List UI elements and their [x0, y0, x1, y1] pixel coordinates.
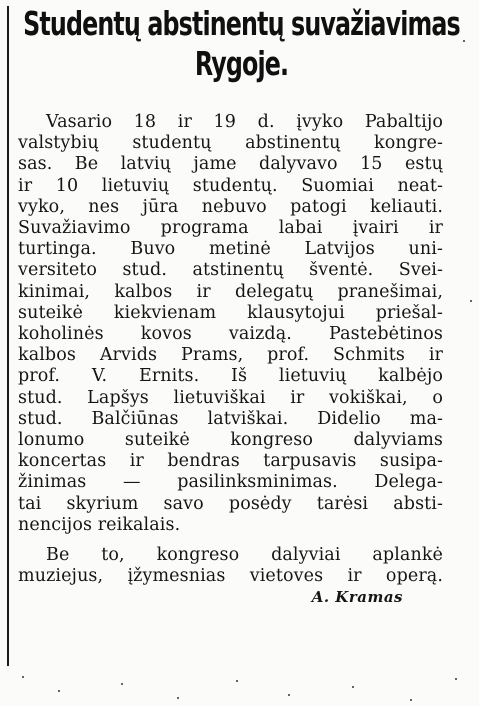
headline-line-1: Studentų abstinentų suvažiavimas — [23, 4, 460, 43]
body-line: vyko, nes jūra nebuvo patogi keliauti. — [18, 196, 443, 217]
body-line: stud. Balčiūnas latviškai. Didelio ma- — [18, 408, 443, 429]
print-speck — [463, 40, 465, 42]
paragraph-1 — [18, 112, 443, 536]
article-body — [18, 112, 443, 609]
body-line: turtinga. Buvo metinė Latvijos uni- — [18, 239, 443, 260]
body-line: Vasario 18 ir 19 d. įvyko Pabaltijo — [46, 112, 443, 132]
print-speck — [470, 300, 472, 302]
column-rule — [7, 6, 9, 666]
print-speck — [288, 694, 290, 696]
body-line: ir 10 lietuvių studentų. Suomiai neat- — [18, 175, 443, 196]
body-line: lonumo suteikė kongreso dalyviams — [18, 430, 443, 451]
print-speck — [22, 676, 24, 678]
paragraph-2 — [18, 545, 443, 587]
print-speck — [410, 699, 412, 701]
body-line: valstybių studentų abstinentų kongre- — [18, 133, 443, 154]
body-line: Suvažiavimo programa labai įvairi ir — [18, 218, 443, 239]
print-speck — [58, 690, 60, 692]
body-line: stud. Lapšys lietuviškai ir vokiškai, o — [18, 387, 443, 408]
body-line: kalbos Arvids Prams, prof. Schmits ir — [18, 345, 443, 366]
print-speck — [177, 697, 179, 699]
print-speck — [352, 686, 354, 688]
article-headline — [23, 4, 460, 84]
print-speck — [121, 683, 123, 685]
body-line: prof. V. Ernits. Iš lietuvių kalbėjo — [18, 366, 443, 387]
print-speck — [455, 678, 457, 680]
print-speck — [236, 680, 238, 682]
body-line: žinimas — pasilinksminimas. Delega- — [18, 472, 443, 493]
author-signature: A. Kramas — [311, 588, 403, 607]
body-line: sas. Be latvių jame dalyvavo 15 estų — [18, 154, 443, 175]
body-line: nencijos reikalais. — [18, 514, 181, 535]
body-line: versiteto stud. atstinentų šventė. Svei- — [18, 260, 443, 281]
body-line: tai skyrium savo posėdy tarėsi absti- — [18, 493, 443, 514]
headline-line-2: Rygoje. — [194, 44, 289, 83]
body-line: koncertas ir bendras tarpusavis susipa- — [18, 451, 443, 472]
body-line: kinimai, kalbos ir delegatų pranešimai, — [18, 281, 443, 302]
body-line: Be to, kongreso dalyviai aplankė — [46, 545, 443, 566]
body-line: muziejus, įžymesnias vietoves ir operą. — [18, 566, 443, 587]
body-line: suteikė kiekvienam klausytojui priešal- — [18, 302, 443, 323]
body-line: koholinės kovos vaizdą. Pastebėtinos — [18, 324, 443, 345]
